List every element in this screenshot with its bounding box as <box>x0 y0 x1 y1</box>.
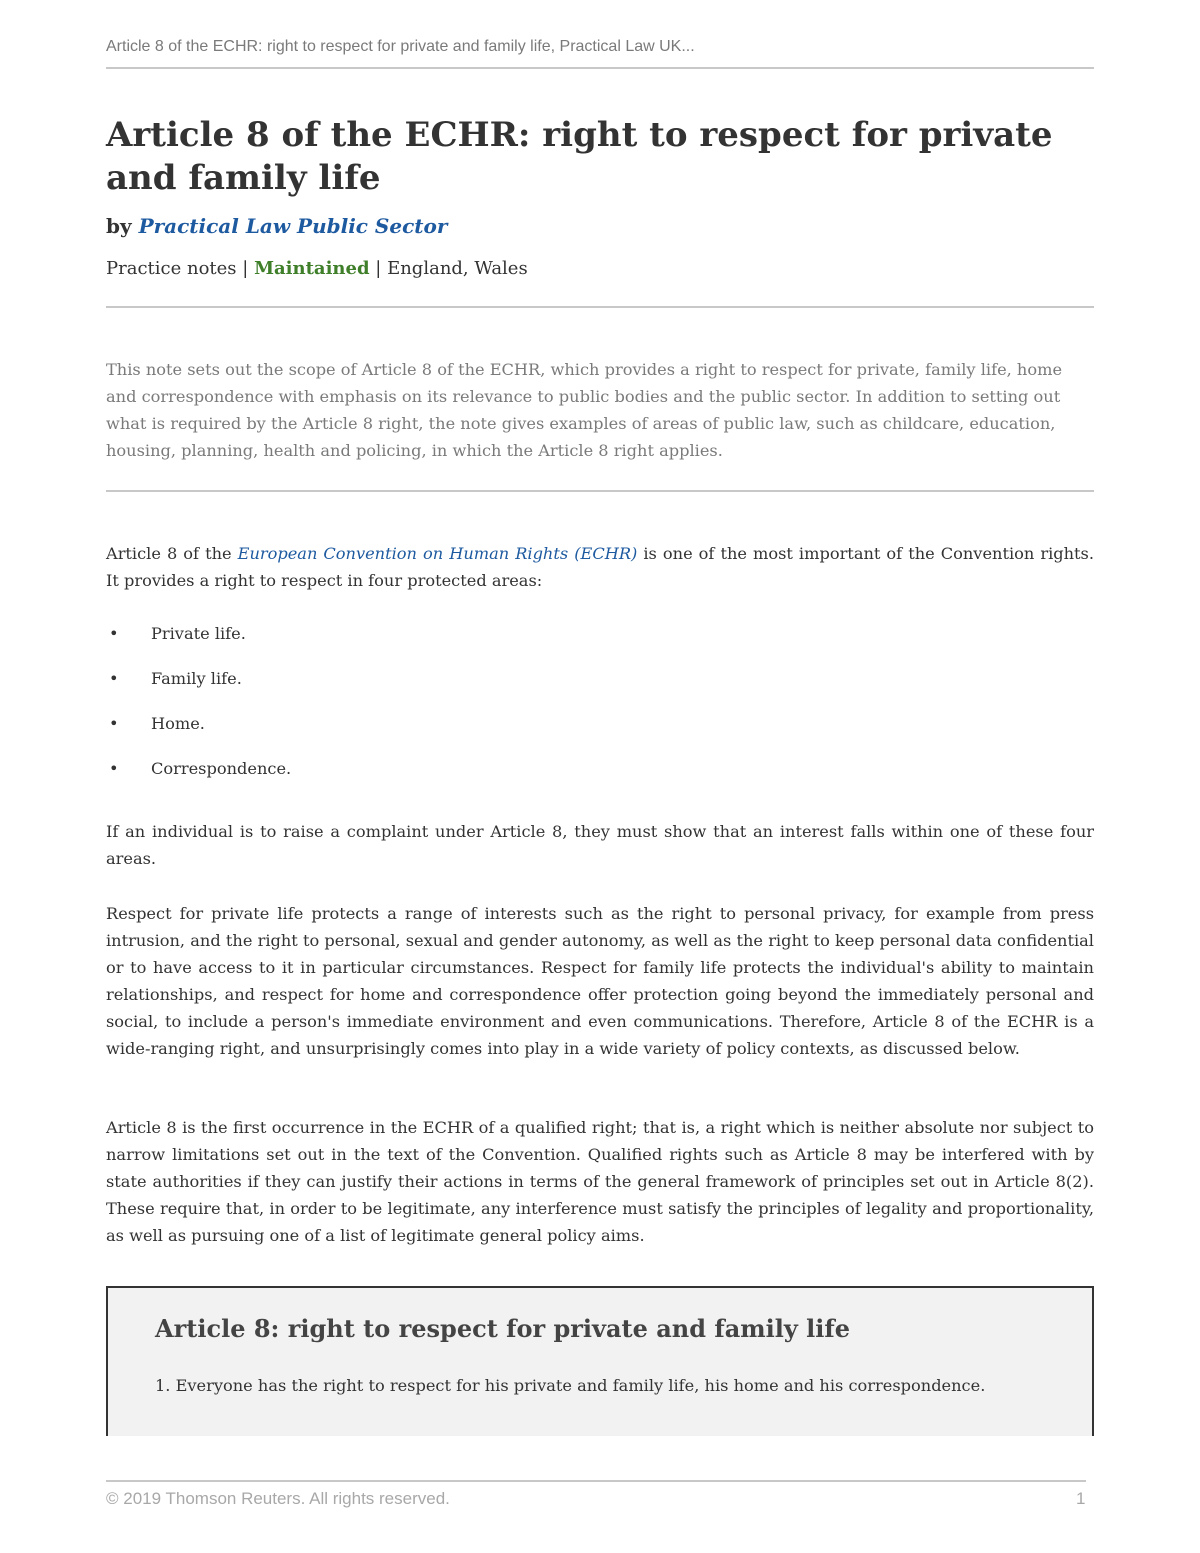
box-item: 1. Everyone has the right to respect for his private and family life, his home and his correspondence. <box>155 1376 986 1395</box>
list-item-text: Home. <box>151 714 205 733</box>
list-item-text: Correspondence. <box>151 759 292 778</box>
running-header: Article 8 of the ECHR: right to respect for private and family life, Practical Law UK... <box>106 38 695 55</box>
doc-type: Practice notes <box>106 258 237 279</box>
abstract: This note sets out the scope of Article 8 of the ECHR, which provides a right to respect for private, family life, home and correspondence with emphasis on its relevance to public bodies and the public sector. In addition to setting out what is required by the Article 8 right, the note gives examples of areas of public law, such as childcare, education, housing, planning, health and policing, in which the Article 8 right applies. <box>106 360 1063 460</box>
list-item-text: Family life. <box>151 669 242 688</box>
list-item <box>106 755 1094 800</box>
bullet-icon: • <box>109 669 119 688</box>
article-text-box <box>106 1286 1094 1436</box>
footer-divider <box>106 1480 1086 1482</box>
list-item <box>106 710 1094 755</box>
meta-separator: | <box>375 258 382 279</box>
list-item <box>106 665 1094 710</box>
meta-separator: | <box>242 258 249 279</box>
intro-after: is one of the most important of the Convention rights. It provides a right to respect in four protected areas: <box>106 544 1094 590</box>
meta-divider <box>106 306 1094 308</box>
page-number: 1 <box>1076 1489 1086 1508</box>
body-paragraph: If an individual is to raise a complaint under Article 8, they must show that an interest falls within one of these four areas. <box>106 822 1094 868</box>
author-link[interactable]: Practical Law Public Sector <box>138 214 448 238</box>
intro-before: Article 8 of the <box>106 544 238 563</box>
byline-prefix: by <box>106 214 132 238</box>
byline <box>106 214 447 238</box>
intro-paragraph <box>106 540 1094 594</box>
status-badge: Maintained <box>254 258 370 279</box>
list-item <box>106 620 1094 665</box>
bullet-icon: • <box>109 624 119 643</box>
jurisdiction: England, Wales <box>387 258 528 279</box>
copyright: © 2019 Thomson Reuters. All rights reserved. <box>106 1489 450 1508</box>
abstract-divider <box>106 490 1094 492</box>
document-title: Article 8 of the ECHR: right to respect for private and family life <box>106 115 1053 198</box>
list-item-text: Private life. <box>151 624 246 643</box>
box-heading: Article 8: right to respect for private and family life <box>155 1314 851 1343</box>
protected-areas-list <box>106 620 1094 800</box>
body-paragraph: Article 8 is the first occurrence in the ECHR of a qualified right; that is, a right which is neither absolute nor subject to narrow limitations set out in the text of the Convention. Qualified rights such as Article 8 may be interfered with by state authorities if they can justify their actions in terms of the general framework of principles set out in Article 8(2). These require that, in order to be legitimate, any interference must satisfy the principles of legality and proportionality, as well as pursuing one of a list of legitimate general policy aims. <box>106 1118 1094 1245</box>
header-divider <box>106 67 1094 69</box>
document-meta <box>106 258 528 279</box>
bullet-icon: • <box>109 759 119 778</box>
echr-link[interactable]: European Convention on Human Rights (ECHR) <box>237 544 638 563</box>
body-paragraph: Respect for private life protects a range of interests such as the right to personal privacy, for example from press intrusion, and the right to personal, sexual and gender autonomy, as well as the right to keep personal data confidential or to have access to it in particular circumstances. Respect for family life protects the individual's ability to maintain relationships, and respect for home and correspondence offer protection going beyond the immediately personal and social, to include a person's immediate environment and even communications. Therefore, Article 8 of the ECHR is a wide-ranging right, and unsurprisingly comes into play in a wide variety of policy contexts, as discussed below. <box>106 904 1094 1058</box>
bullet-icon: • <box>109 714 119 733</box>
